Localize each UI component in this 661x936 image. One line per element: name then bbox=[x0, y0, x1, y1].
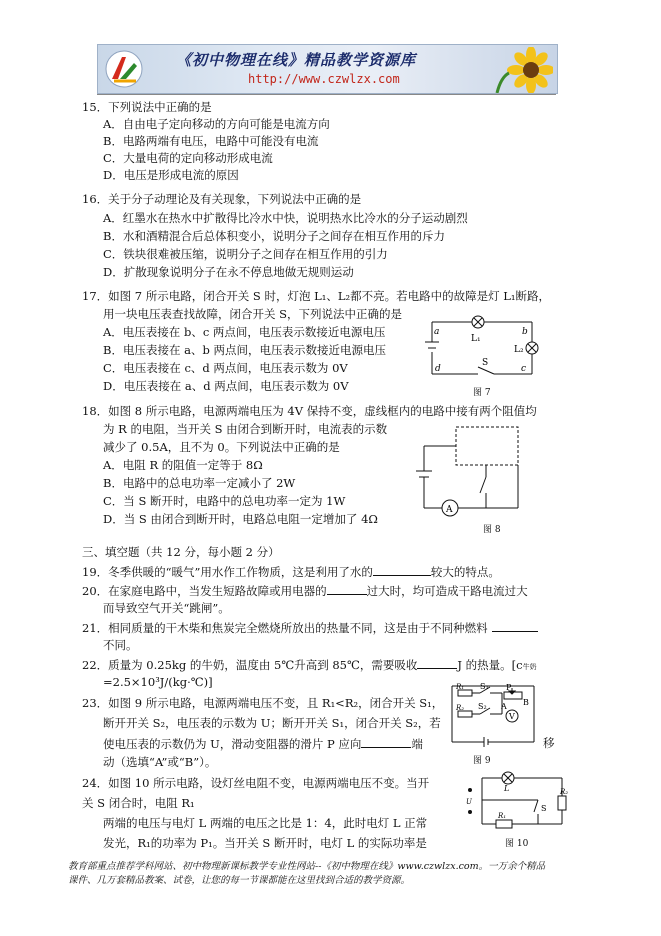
q16-option-d: D．扩散现象说明分子在永不停息地做无规则运动 bbox=[103, 265, 354, 279]
q18-stem-line1: 18．如图 8 所示电路，电源两端电压为 4V 保持不变，虚线框内的电路中接有两个阻值均 bbox=[82, 404, 537, 418]
q22-blank[interactable] bbox=[417, 657, 457, 669]
q18-option-a: A．电阻 R 的阻值一定等于 8Ω bbox=[103, 458, 263, 472]
q15-option-b: B．电路两端有电压，电路中可能没有电流 bbox=[103, 134, 319, 148]
fig9-label-s2: S₂ bbox=[478, 702, 487, 711]
q23-line3-post: 移 bbox=[543, 736, 555, 750]
q21-line1: 21．相同质量的干木柴和焦炭完全燃烧所放出的热量不同，这是由于不同种燃料 bbox=[82, 621, 488, 635]
q24-line2: 关 S 闭合时，电阻 R₁ bbox=[82, 796, 195, 810]
sunflower-icon bbox=[491, 47, 553, 93]
fig9-label-a: A bbox=[501, 702, 507, 711]
q21-blank[interactable] bbox=[492, 620, 538, 632]
site-logo-icon bbox=[104, 49, 144, 89]
fig7-label-d: d bbox=[435, 364, 441, 374]
q20 bbox=[82, 583, 528, 598]
fig9-voltmeter-label: V bbox=[509, 712, 515, 721]
circuit-figure-10 bbox=[462, 768, 572, 834]
footer-line2: 课件、几万套精品教案、试卷，让您的每一节课都能在这里找到合适的教学资源。 bbox=[68, 875, 411, 886]
q21 bbox=[82, 620, 538, 635]
q23-blank[interactable] bbox=[361, 736, 411, 748]
fig8-ammeter-label: A bbox=[446, 505, 453, 515]
q16-option-c: C．铁块很难被压缩，说明分子之间存在相互作用的引力 bbox=[103, 247, 388, 261]
fig7-label-a: a bbox=[434, 327, 440, 337]
q22-subscript: 牛奶 bbox=[522, 663, 537, 671]
fig8-caption: 图 8 bbox=[483, 525, 501, 535]
fig9-label-s1: S₁ bbox=[480, 682, 489, 691]
q15-option-d: D．电压是形成电流的原因 bbox=[103, 168, 239, 182]
fig9-label-b: B bbox=[523, 698, 529, 707]
q23-line4: 动（选填“A”或“B”）。 bbox=[103, 755, 217, 769]
q20-post: 过大时，均可造成干路电流过大 bbox=[366, 584, 528, 598]
q23-line2: 断开开关 S₂，电压表的示数为 U；断开开关 S₁，闭合开关 S₂，若 bbox=[103, 716, 441, 730]
q22 bbox=[82, 657, 537, 674]
circuit-figure-8 bbox=[406, 421, 530, 521]
q20-blank[interactable] bbox=[327, 583, 367, 595]
fig9-label-p: P bbox=[506, 683, 512, 692]
circuit-figure-7 bbox=[422, 312, 542, 382]
q22-line2: =2.5×10³J/(kg·℃)] bbox=[103, 675, 213, 689]
q17-option-d: D．电压表接在 a、d 两点间，电压表示数为 0V bbox=[103, 379, 349, 393]
q19-post: 较大的特点。 bbox=[430, 565, 500, 579]
fig7-label-l1: L₁ bbox=[471, 334, 481, 344]
fig10-label-r1: R₁ bbox=[498, 812, 507, 820]
q17-option-c: C．电压表接在 c、d 两点间，电压表示数为 0V bbox=[103, 361, 348, 375]
fig10-label-l: L bbox=[504, 784, 510, 793]
q23-line1: 23．如图 9 所示电路，电源两端电压不变，且 R₁<R₂，闭合开关 S₁， bbox=[82, 696, 444, 710]
header-rule bbox=[97, 94, 556, 95]
fig10-label-r2: R₂ bbox=[560, 788, 569, 796]
header-title: 《初中物理在线》精品教学资源库 bbox=[176, 51, 417, 69]
fig10-label-s: S bbox=[541, 804, 547, 813]
q21-line2: 不同。 bbox=[103, 638, 138, 652]
q20-pre: 20．在家庭电路中，当发生短路故障或用电器的 bbox=[82, 584, 327, 598]
q23-line3 bbox=[103, 736, 423, 751]
q18-option-b: B．电路中的总电功率一定减小了 2W bbox=[103, 476, 296, 490]
q24-line4: 发光，R₁的功率为 P₁。当开关 S 断开时，电灯 L 的实际功率是 bbox=[103, 836, 427, 850]
q19-pre: 19．冬季供暖的“暖气”用水作工作物质，这是利用了水的 bbox=[82, 565, 373, 579]
fig9-caption: 图 9 bbox=[473, 756, 491, 766]
q16-stem: 16．关于分子动理论及有关现象，下列说法中正确的是 bbox=[82, 192, 362, 206]
header-url[interactable]: http://www.czwlzx.com bbox=[248, 72, 400, 86]
fig9-label-r1: R₁ bbox=[456, 683, 465, 691]
q24-line3: 两端的电压与电灯 L 两端的电压之比是 1：4，此时电灯 L 正常 bbox=[103, 816, 428, 830]
q23-line3-pre: 使电压表的示数仍为 U，滑动变阻器的滑片 P 应向 bbox=[103, 737, 362, 751]
section-3-heading: 三、填空题（共 12 分，每小题 2 分） bbox=[82, 545, 280, 559]
q17-option-b: B．电压表接在 a、b 两点间，电压表示数接近电源电压 bbox=[103, 343, 386, 357]
q18-option-d: D．当 S 由闭合到断开时，电路总电阻一定增加了 4Ω bbox=[103, 512, 378, 526]
q22-post: J 的热量。[c bbox=[457, 658, 523, 672]
q19-blank[interactable] bbox=[373, 564, 431, 576]
q22-pre: 22．质量为 0.25kg 的牛奶，温度由 5℃升高到 85℃，需要吸收 bbox=[82, 658, 418, 672]
fig7-label-l2: L₂ bbox=[514, 345, 524, 355]
q16-option-b: B．水和酒精混合后总体积变小，说明分子之间存在相互作用的斥力 bbox=[103, 229, 445, 243]
fig7-label-s: S bbox=[482, 358, 489, 368]
q15-option-a: A．自由电子定向移动的方向可能是电流方向 bbox=[103, 117, 330, 131]
fig7-label-c: c bbox=[521, 364, 527, 374]
q18-stem-line2: 为 R 的电阻，当开关 S 由闭合到断开时，电流表的示数 bbox=[103, 422, 388, 436]
q18-stem-line3: 减少了 0.5A，且不为 0。下列说法中正确的是 bbox=[103, 440, 340, 454]
q18-option-c: C．当 S 断开时，电路中的总电功率一定为 1W bbox=[103, 494, 346, 508]
fig7-label-b: b bbox=[522, 327, 528, 337]
footer-line1: 教育部重点推荐学科网站、初中物理新课标教学专业性网站--《初中物理在线》www.czwlzx.com。一万余个精品 bbox=[68, 861, 546, 872]
q16-option-a: A．红墨水在热水中扩散得比冷水中快，说明热水比冷水的分子运动剧烈 bbox=[103, 211, 468, 225]
q17-stem-line2: 用一块电压表查找故障，闭合开关 S，下列说法中正确的是 bbox=[103, 307, 403, 321]
q23-line3-mid: 端 bbox=[411, 737, 423, 751]
q19 bbox=[82, 564, 500, 579]
q24-line1: 24．如图 10 所示电路，设灯丝电阻不变，电源两端电压不变。当开 bbox=[82, 776, 430, 790]
q17-stem-line1: 17．如图 7 所示电路，闭合开关 S 时，灯泡 L₁、L₂都不亮。若电路中的故障是灯 L₁断路， bbox=[82, 289, 550, 303]
fig9-label-r2: R₂ bbox=[456, 704, 465, 712]
circuit-figure-9 bbox=[444, 680, 544, 752]
fig10-caption: 图 10 bbox=[505, 839, 529, 849]
q15-stem: 15．下列说法中正确的是 bbox=[82, 100, 212, 114]
fig10-label-u: U bbox=[466, 798, 472, 806]
header-banner bbox=[97, 44, 558, 94]
q17-option-a: A．电压表接在 b、c 两点间，电压表示数接近电源电压 bbox=[103, 325, 386, 339]
q20-line2: 而导致空气开关“跳闸”。 bbox=[103, 601, 230, 615]
fig7-caption: 图 7 bbox=[473, 388, 491, 398]
q15-option-c: C．大量电荷的定向移动形成电流 bbox=[103, 151, 273, 165]
